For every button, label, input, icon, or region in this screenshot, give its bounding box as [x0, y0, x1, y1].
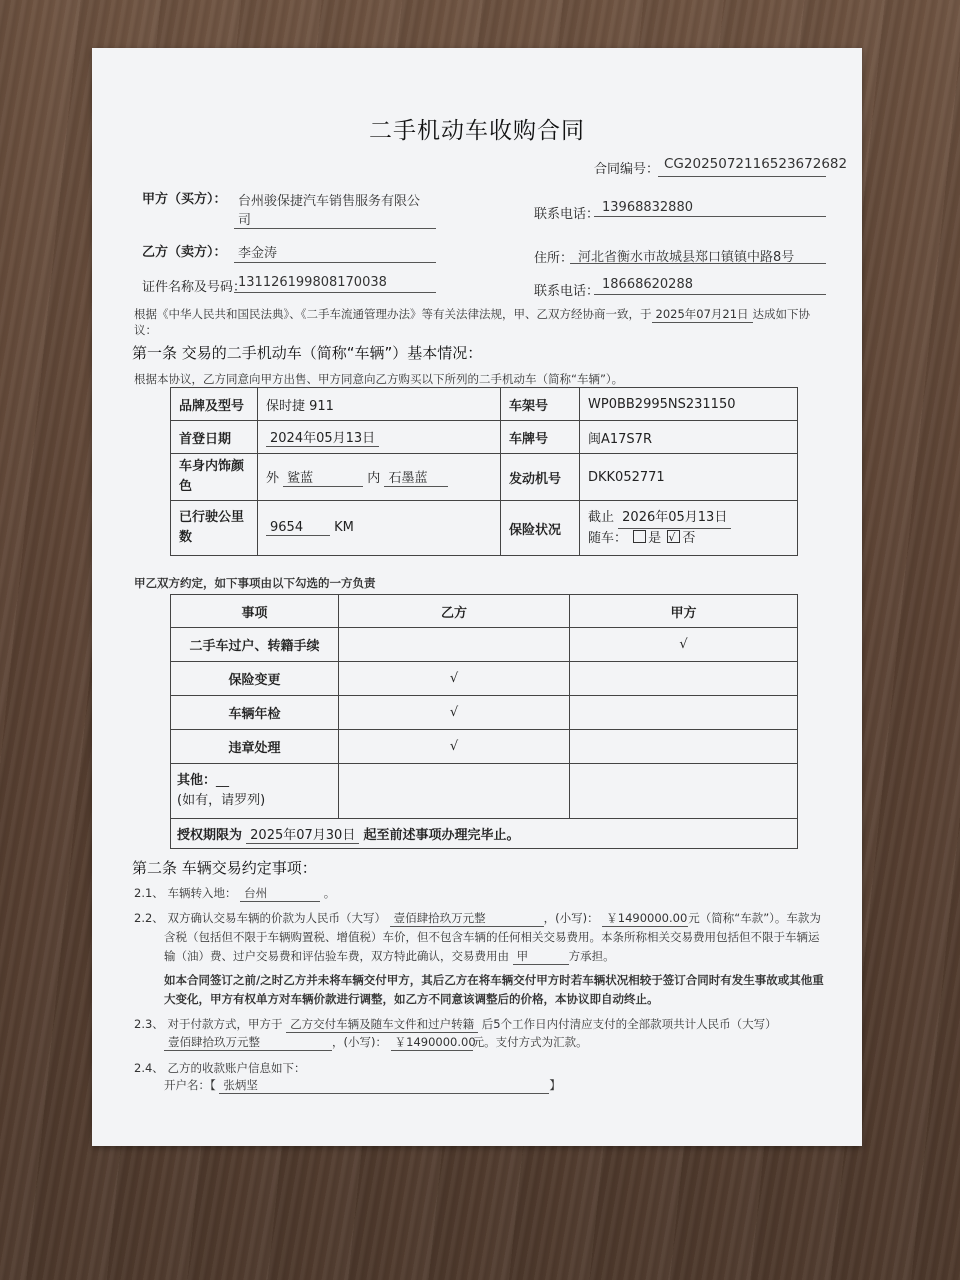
party-a-name-line2: 司 [238, 213, 252, 228]
reg-date-label: 首登日期 [171, 421, 258, 454]
color-label: 车身内饰颜 色 [171, 454, 258, 501]
payment-upper: 壹佰肆拾玖万元整 [164, 1034, 332, 1051]
contract-no-underline [658, 176, 826, 177]
party-b-underline [234, 262, 436, 263]
price-upper: 壹佰肆拾玖万元整 [390, 910, 544, 927]
clause-2-4: 2.4、 乙方的收款账户信息如下： [134, 1061, 306, 1075]
account-holder-line: 开户名：【 张炳坚 】 [164, 1078, 561, 1092]
party-b-phone-underline [594, 294, 826, 295]
resp-item: 二手车过户、转籍手续 [171, 628, 339, 662]
resp-party-a-mark: √ [570, 628, 798, 662]
resp-party-b-mark [339, 628, 570, 662]
party-b-phone-label: 联系电话： [534, 284, 600, 299]
mileage-value: 9654 [266, 520, 330, 536]
party-b-label: 乙方（卖方）： [142, 245, 227, 260]
vin-value: WP0BB2995NS231150 [580, 388, 798, 421]
resp-other-party-b [339, 764, 570, 819]
insurance-label: 保险状况 [501, 501, 580, 556]
party-a-phone: 13968832880 [602, 200, 693, 215]
contract-no-value: CG2025072116523672682 [664, 156, 848, 172]
mileage-unit: KM [334, 520, 354, 535]
page-title: 二手机动车收购合同 [369, 118, 585, 144]
resp-item: 保险变更 [171, 662, 339, 696]
resp-party-a-mark [570, 662, 798, 696]
resp-party-b-mark: √ [339, 730, 570, 764]
price-lower: ￥1490000.00 [602, 910, 688, 927]
party-b-address-label: 住所： [534, 251, 574, 266]
clause-2-2-bold-2: 大变化，甲方有权单方对车辆价款进行调整，如乙方不同意该调整后的价格，本协议即自动终止。 [164, 992, 659, 1006]
resp-item: 车辆年检 [171, 696, 339, 730]
party-b-id-label: 证件名称及号码： [142, 280, 247, 295]
party-b-name: 李金涛 [238, 246, 278, 261]
brand-value: 保时捷 911 [258, 388, 501, 421]
vehicle-info-table [170, 387, 798, 556]
article-1-intro: 根据本协议，乙方同意向甲方出售、甲方同意向乙方购买以下所列的二手机动车（简称“车辆”）。 [134, 372, 624, 386]
preamble: 根据《中华人民共和国民法典》、《二手车流通管理办法》等有关法律法规，甲、乙双方经协商一致，于 2025年07月21日 达成如下协 [134, 307, 811, 321]
clause-2-2-line2: 含税（包括但不限于车辆购置税、增值税）车价，但不包含车辆的任何相关交易费用。本条所称相关交易费用包括但不限于车辆运 [164, 930, 820, 944]
party-b-id-underline [234, 292, 436, 293]
party-b-address: 河北省衡水市故城县郑口镇镇中路8号 [578, 250, 795, 265]
color-value: 外 鲨蓝 内 石墨蓝 [258, 454, 501, 501]
transfer-destination: 台州 [240, 885, 320, 902]
with-car-no-checkbox[interactable] [667, 530, 680, 543]
exterior-color: 鲨蓝 [283, 467, 363, 487]
resp-party-b-mark: √ [339, 696, 570, 730]
party-a-name-line1: 台州骏保捷汽车销售服务有限公 [238, 194, 421, 209]
plate-value: 闽A17S7R [580, 421, 798, 454]
preamble-cont: 议： [134, 323, 157, 337]
resp-party-a-mark [570, 696, 798, 730]
engine-label: 发动机号 [501, 454, 580, 501]
mileage-label: 已行驶公里 数 [171, 501, 258, 556]
contract-paper [92, 48, 862, 1146]
fee-payer: 甲 [513, 948, 569, 965]
agreement-date: 2025年07月21日 [652, 306, 753, 323]
authorization-deadline: 授权期限为 2025年07月30日 起至前述事项办理完毕止。 [171, 819, 798, 849]
insurance-cell: 截止 2026年05月13日 随车： 是 √ 否 [580, 501, 798, 556]
resp-header-party-b: 乙方 [339, 595, 570, 628]
party-b-id-no: 131126199808170038 [238, 275, 387, 290]
table-row [171, 730, 798, 764]
table-row [171, 628, 798, 662]
plate-label: 车牌号 [501, 421, 580, 454]
party-a-label: 甲方（买方）： [142, 192, 227, 207]
responsibility-table [170, 594, 798, 849]
table-row [171, 696, 798, 730]
account-holder: 张炳坚 [219, 1077, 549, 1094]
resp-item: 违章处理 [171, 730, 339, 764]
resp-header-item: 事项 [171, 595, 339, 628]
insurance-date: 2026年05月13日 [618, 508, 731, 529]
responsibility-intro: 甲乙双方约定，如下事项由以下勾选的一方负责 [134, 576, 376, 590]
payment-lower: ￥1490000.00 [391, 1034, 473, 1051]
engine-value: DKK052771 [580, 454, 798, 501]
party-b-address-underline [570, 263, 826, 264]
party-a-phone-underline [594, 216, 826, 217]
deadline-date: 2025年07月30日 [246, 824, 359, 844]
article-2-title: 第二条 车辆交易约定事项： [132, 859, 317, 877]
mileage-cell [258, 501, 501, 556]
party-a-phone-label: 联系电话： [534, 207, 600, 222]
article-1-title: 第一条 交易的二手机动车（简称“车辆”）基本情况： [132, 344, 483, 362]
clause-2-3-line1: 2.3、 对于付款方式，甲方于 乙方交付车辆及随车文件和过户转籍 后5个工作日内付清应支付的全部款项共计人民币（大写） [134, 1017, 777, 1031]
clause-2-2-line3: 输（油）费、过户交易费和评估验车费，双方特此确认，交易费用由 甲 方承担。 [164, 949, 615, 963]
clause-2-3-line2: 壹佰肆拾玖万元整 ，(小写)： ￥1490000.00元。支付方式为汇款。 [164, 1034, 588, 1051]
party-a-underline [234, 228, 436, 229]
clause-2-2-bold-1: 如本合同签订之前/之时乙方并未将车辆交付甲方，其后乙方在将车辆交付甲方时若车辆状况相较于签订合同时有发生事故或其他重 [164, 973, 824, 987]
clause-2-2-line1: 2.2、 双方确认交易车辆的价款为人民币（大写） 壹佰肆拾玖万元整 ，(小写)： ￥1490000.00元（简称“车款”）。车款为 [134, 911, 821, 925]
reg-date-value: 2024年05月13日 [266, 427, 379, 447]
party-b-phone: 18668620288 [602, 277, 693, 292]
resp-header-party-a: 甲方 [570, 595, 798, 628]
brand-label: 品牌及型号 [171, 388, 258, 421]
resp-party-b-mark: √ [339, 662, 570, 696]
payment-condition: 乙方交付车辆及随车文件和过户转籍 [286, 1016, 478, 1033]
resp-other-party-a [570, 764, 798, 819]
vin-label: 车架号 [501, 388, 580, 421]
clause-2-1: 2.1、 车辆转入地： 台州 。 [134, 886, 336, 900]
resp-other-cell: 其他：__ (如有，请罗列) [171, 764, 339, 819]
with-car-yes-checkbox[interactable] [633, 530, 646, 543]
resp-party-a-mark [570, 730, 798, 764]
interior-color: 石墨蓝 [384, 467, 448, 487]
table-row [171, 662, 798, 696]
contract-no-label: 合同编号： [594, 162, 660, 177]
